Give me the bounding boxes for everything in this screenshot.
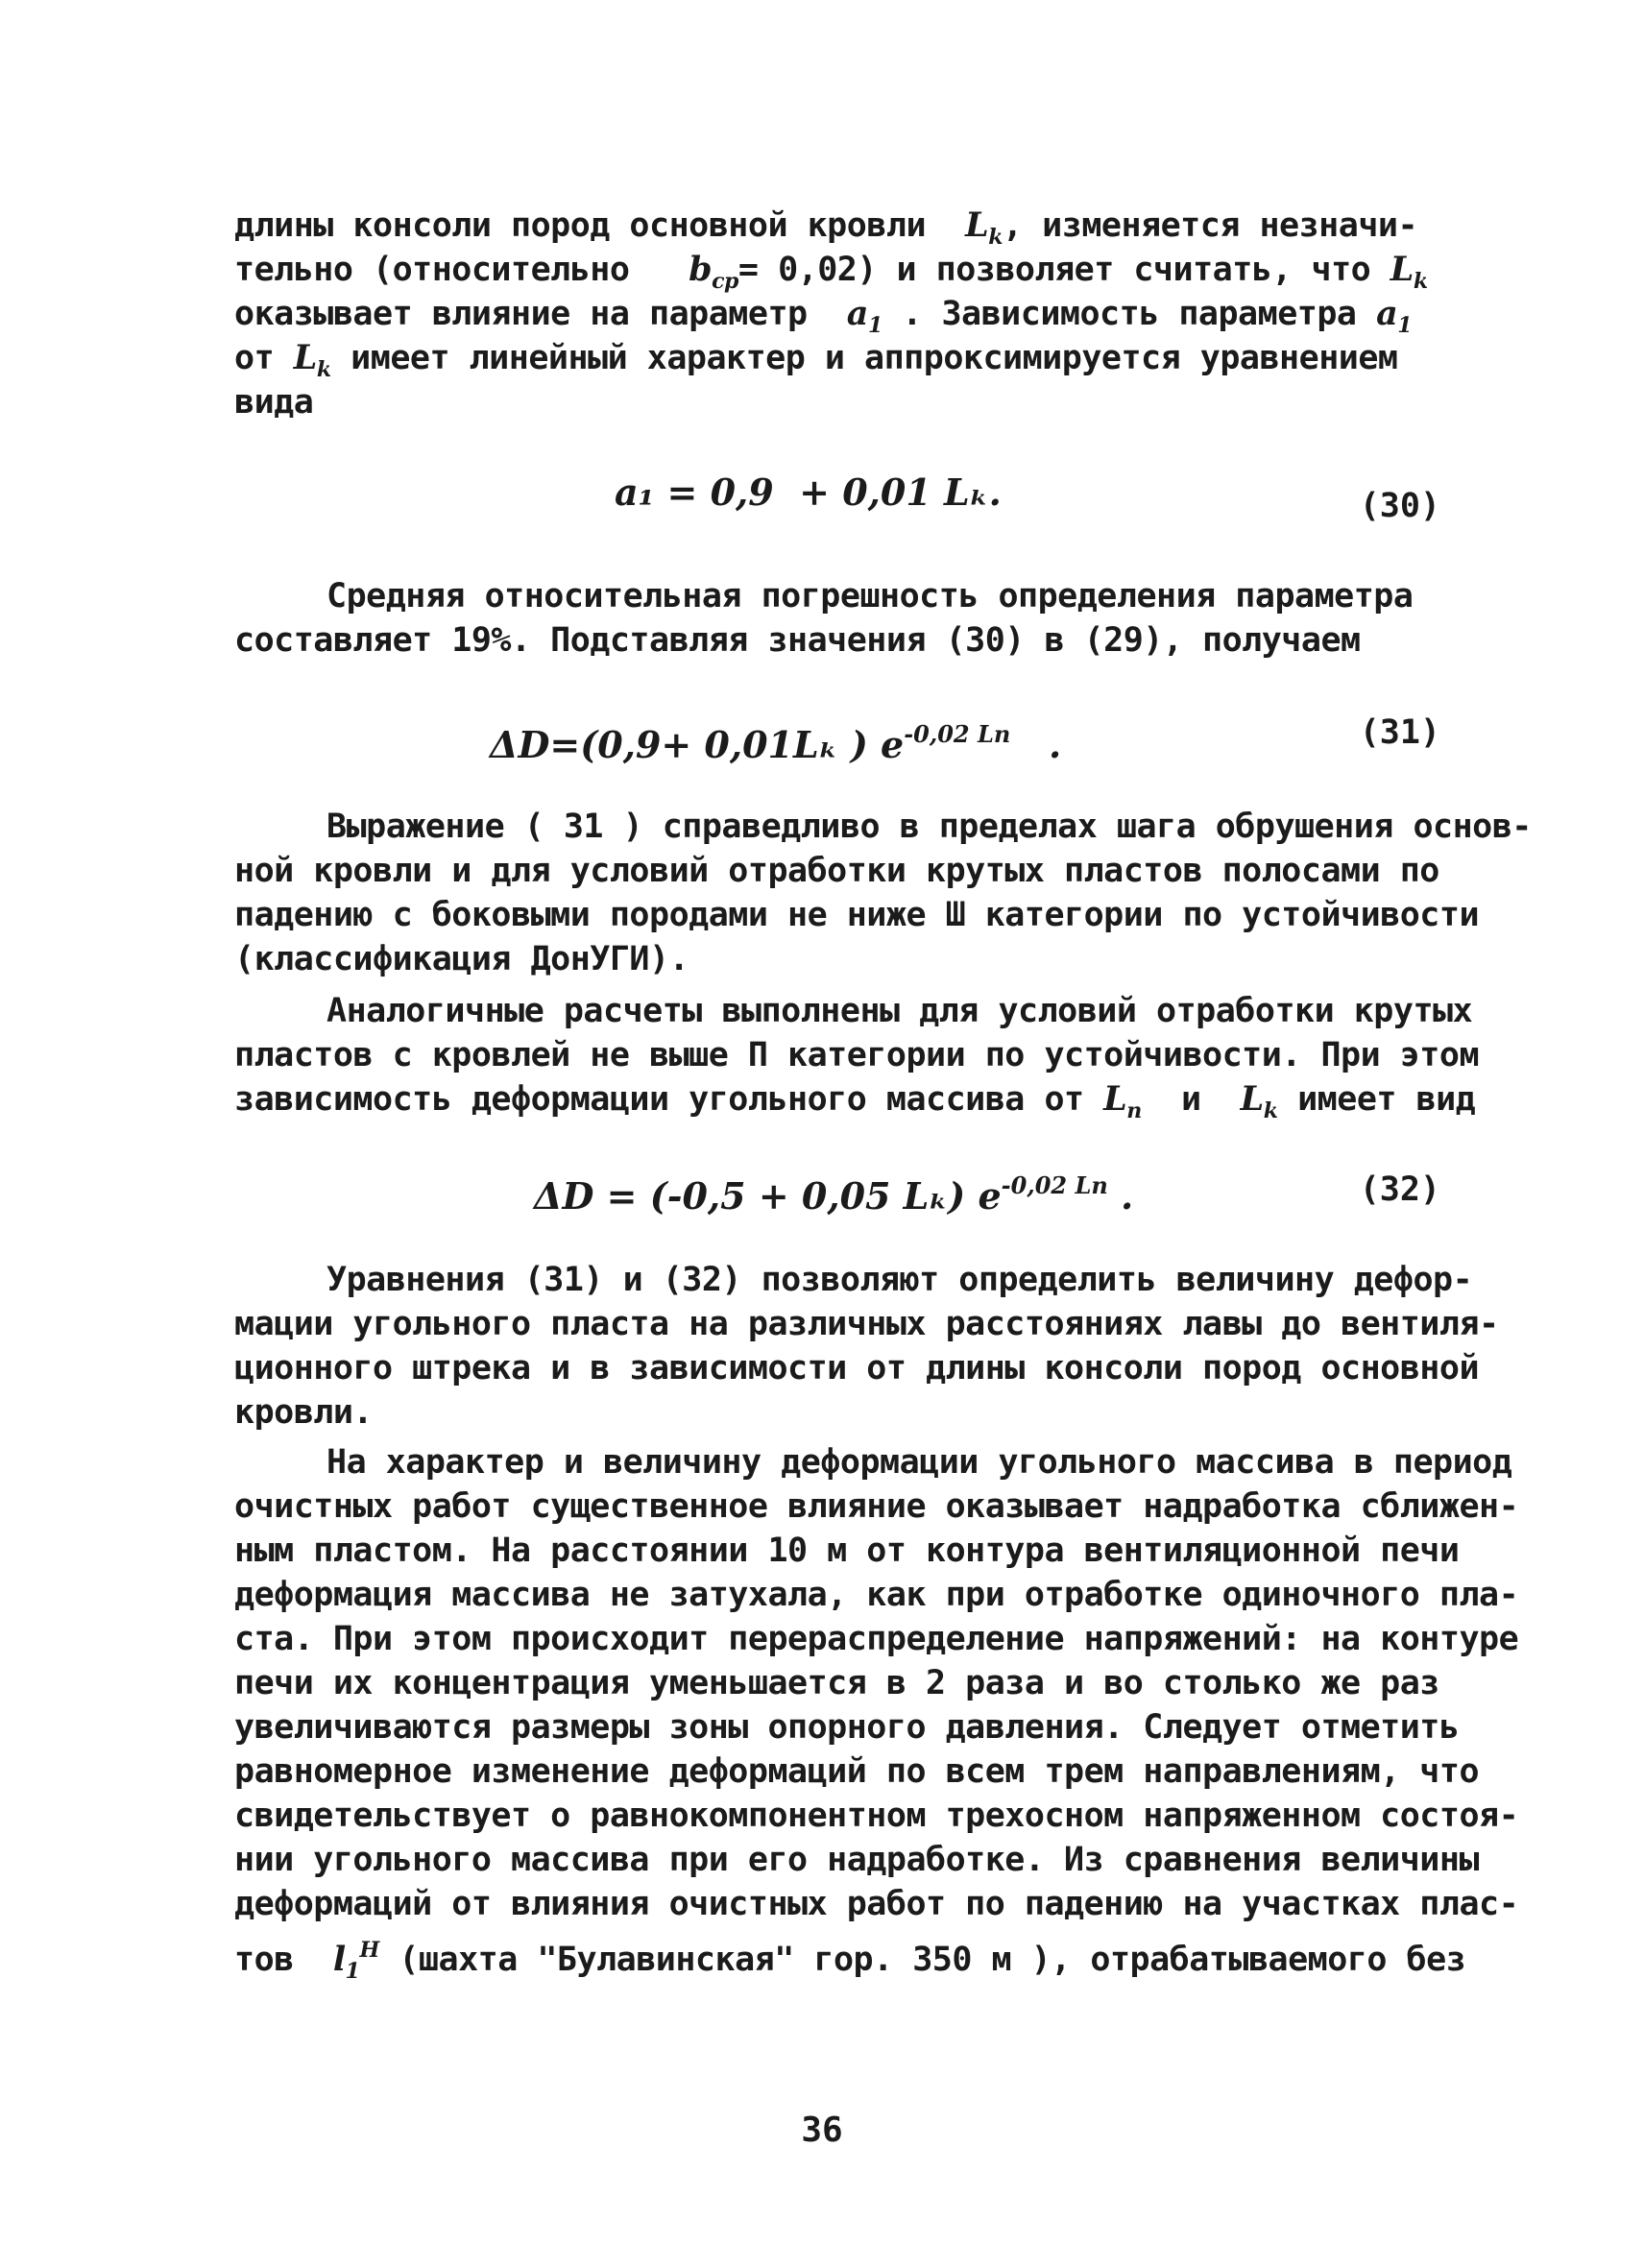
equation-31: ΔD=(0,9+ 0,01Lₖ ) $e^{-0,02 Lп}$ . [490, 720, 1062, 766]
text-line: ным пластом. На расстоянии 10 м от контура вентиляционной печи [234, 1532, 1460, 1570]
text-line: тельно (относительно $b_{cp}= 0,02$) и позволяет считать, что $L_k$ [234, 250, 1428, 294]
text-line: свидетельствует о равнокомпонентном трехосном напряженном состоя- [234, 1797, 1519, 1835]
equation-number-32: (32) [1359, 1170, 1440, 1209]
text-line: ста. При этом происходит перераспределение напряжений: на контуре [234, 1620, 1519, 1658]
text-line: Средняя относительная погрешность определения параметра [326, 577, 1414, 615]
text-line: Выражение ( 31 ) справедливо в пределах шага обрушения основ- [326, 808, 1532, 846]
page-number: 36 [801, 2111, 843, 2150]
text-line: очистных работ существенное влияние оказывает надработка сближен- [234, 1487, 1519, 1526]
text-line: длины консоли пород основной кровли $L_k$, изменяется незначи- [234, 205, 1418, 250]
text-line: от $L_k$ имеет линейный характер и аппроксимируется уравнением [234, 338, 1398, 382]
equation-32: ΔD = (-0,5 + 0,05 Lₖ) $e^{-0,02 Lп}$ . [534, 1171, 1134, 1218]
equation-number-31: (31) [1359, 713, 1440, 752]
text-line: падению с боковыми породами не ниже Ш категории по устойчивости [234, 896, 1480, 934]
equation-number-30: (30) [1359, 487, 1440, 525]
text-line: деформаций от влияния очистных работ по падению на участках плас- [234, 1885, 1519, 1923]
text-line: Уравнения (31) и (32) позволяют определить величину дефор- [326, 1261, 1473, 1299]
text-line: кровли. [234, 1393, 374, 1432]
text-line: деформация массива не затухала, как при отработке одиночного пла- [234, 1576, 1519, 1614]
text-line: ционного штрека и в зависимости от длины консоли пород основной [234, 1349, 1480, 1387]
text-line: оказывает влияние на параметр $a_1$ . Зависимость параметра $a_1$ [234, 294, 1413, 338]
text-line: вида [234, 383, 314, 422]
text-line: мации угольного пласта на различных расстояниях лавы до вентиля- [234, 1305, 1499, 1343]
text-line: равномерное изменение деформаций по всем трем направлениям, что [234, 1752, 1480, 1791]
text-line: (классификация ДонУГИ). [234, 940, 689, 978]
text-line: ной кровли и для условий отработки крутых пластов полосами по [234, 852, 1439, 890]
text-line: нии угольного массива при его надработке. Из сравнения величины [234, 1841, 1480, 1879]
text-line: Аналогичные расчеты выполнены для условий отработки крутых [326, 992, 1473, 1030]
text-line: На характер и величину деформации угольного массива в период [326, 1443, 1512, 1482]
text-line: тов $l_1^H$ (шахта "Булавинская" гор. 350 м ), отрабатываемого без [234, 1938, 1466, 1984]
text-line: зависимость деформации угольного массива от $L_п$ и $L_k$ имеет вид [234, 1079, 1476, 1123]
text-line: увеличиваются размеры зоны опорного давления. Следует отметить [234, 1708, 1460, 1747]
text-line: печи их концентрация уменьшается в 2 раза и во столько же раз [234, 1664, 1439, 1702]
text-line: составляет 19%. Подставляя значения (30) в (29), получаем [234, 621, 1361, 660]
text-line: пластов с кровлей не выше П категории по устойчивости. При этом [234, 1036, 1480, 1074]
equation-30: a₁ = 0,9 + 0,01 Lₖ. [615, 470, 1002, 514]
